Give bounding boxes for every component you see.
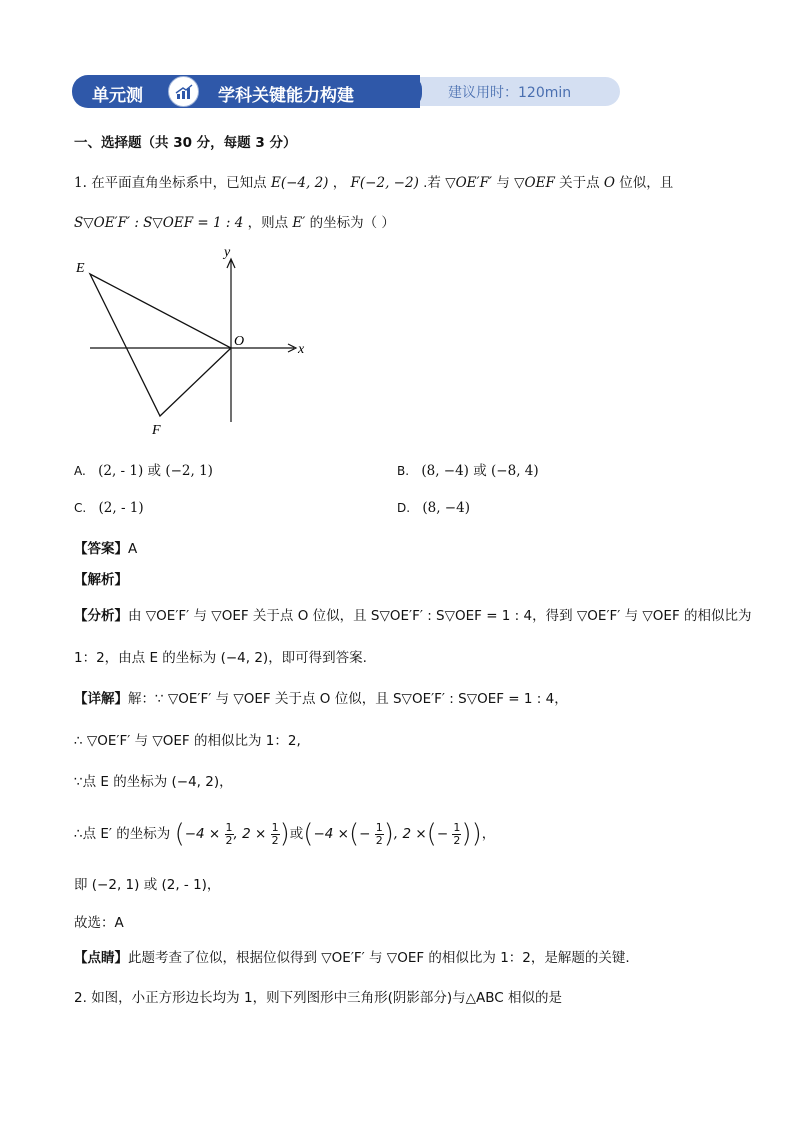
suggested-time: 建议用时：120min	[448, 85, 572, 101]
chart-icon	[168, 76, 199, 107]
area-ratio: S▽OE′F′ : S▽OEF = 1 : 4	[74, 215, 244, 231]
q1-stem-line1: 1. 在平面直角坐标系中，已知点 E(−4, 2) ， F(−2, −2) .若 ▽OE′F′ 与 ▽OEF 关于点 O 位似，且	[74, 175, 674, 191]
xiangjie-line2: ∴ ▽OE′F′ 与 ▽OEF 的相似比为 1：2,	[74, 733, 301, 749]
label-f: F	[152, 423, 161, 438]
dianjing-line: 【点睛】此题考查了位似，根据位似得到 ▽OE′F′ 与 ▽OEF 的相似比为 1：2，是解题的关键.	[74, 950, 630, 966]
option-b[interactable]: B. (8, −4) 或 (−8, 4)	[397, 463, 539, 479]
section-heading: 一、选择题（共 30 分，每题 3 分）	[74, 135, 297, 151]
xiangjie-line4: ∴点 E′ 的坐标为 (−4 × $\frac{1}{2}$ , 2 × $\frac{1}{2}$ )或(−4 ×(− $\frac{1}{2}$ ), 2 ×(− $\frac{1}{2}$ ))，	[74, 819, 496, 849]
analysis-tag: 【解析】	[74, 572, 128, 588]
q2-stem: 2. 如图，小正方形边长均为 1，则下列图形中三角形(阴影部分)与△ABC 相似的是	[74, 990, 562, 1006]
label-o: O	[234, 334, 245, 349]
point-f-coord: F(−2, −2)	[350, 175, 419, 191]
option-d[interactable]: D. (8, −4)	[397, 500, 470, 516]
xiangjie-line6: 故选：A	[74, 915, 124, 931]
fenxi-line1: 【分析】由 ▽OE′F′ 与 ▽OEF 关于点 O 位似，且 S▽OE′F′ : S▽OEF = 1 : 4，得到 ▽OE′F′ 与 ▽OEF 的相似比为	[74, 608, 752, 624]
unit-test-banner	[72, 75, 620, 108]
xiangjie-line3: ∵点 E 的坐标为 (−4, 2)，	[74, 774, 233, 790]
point-e-coord: E(−4, 2)	[270, 175, 329, 191]
banner-unit-label: 单元测	[92, 86, 143, 106]
option-a[interactable]: A. (2, - 1) 或 (−2, 1)	[74, 463, 213, 479]
label-y: y	[224, 245, 231, 260]
coordinate-figure	[72, 238, 322, 438]
label-e: E	[76, 261, 85, 276]
label-x: x	[298, 342, 305, 357]
q1-stem-line2: S▽OE′F′ : S▽OEF = 1 : 4 ，则点 E′ 的坐标为（ ）	[74, 215, 395, 231]
xiangjie-line5: 即 (−2, 1) 或 (2, - 1)，	[74, 877, 221, 893]
triangle-oef	[90, 274, 231, 416]
option-c[interactable]: C. (2, - 1)	[74, 500, 144, 516]
answer-line: 【答案】A	[74, 541, 138, 557]
fenxi-line2: 1：2，由点 E 的坐标为 (−4, 2)，即可得到答案.	[74, 650, 367, 666]
xiangjie-line1: 【详解】解：∵ ▽OE′F′ 与 ▽OEF 关于点 O 位似，且 S▽OE′F′ : S▽OEF = 1 : 4，	[74, 691, 568, 707]
banner-subject-label: 学科关键能力构建	[218, 86, 354, 106]
